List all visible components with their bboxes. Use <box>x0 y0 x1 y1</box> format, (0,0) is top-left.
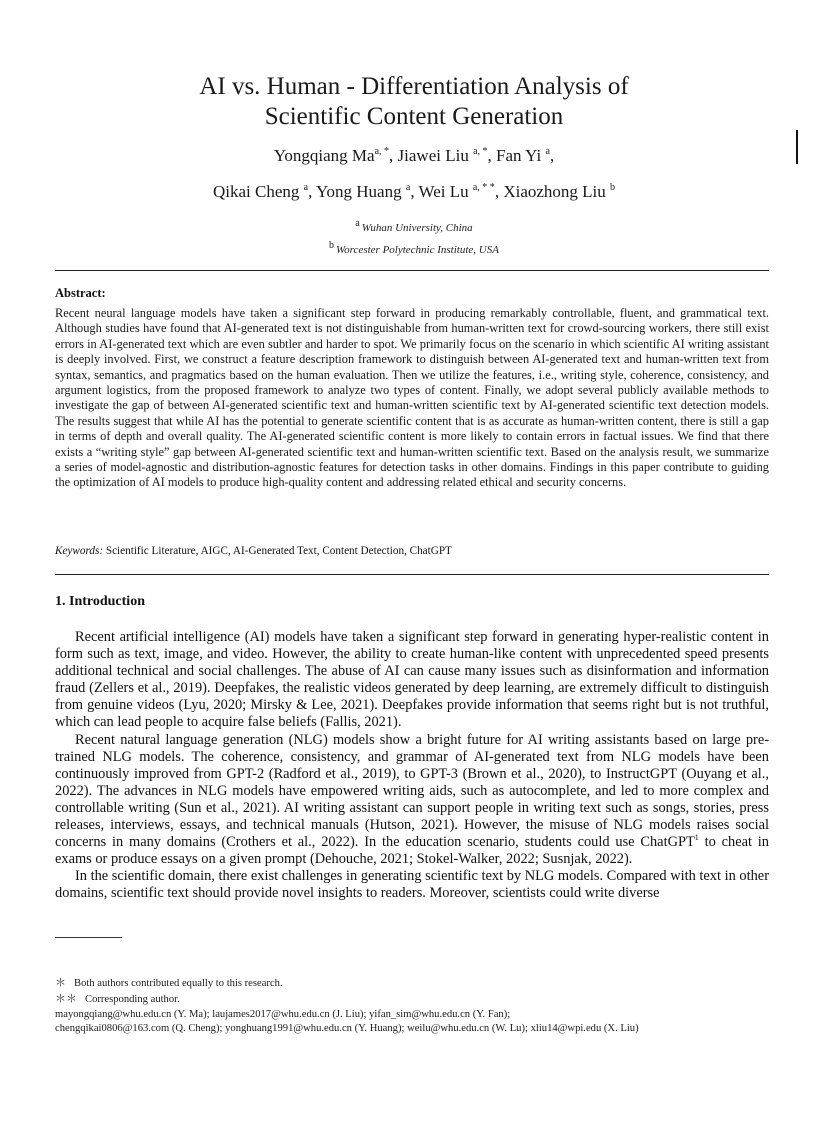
author-name: Yong Huang <box>315 182 402 201</box>
author-name: Wei Lu <box>418 182 469 201</box>
body-paragraph-3: In the scientific domain, there exist challenges in generating scientific text by NLG models. Compared with text in other domains, scientific text should provide novel insights to readers. Moreover, scientists could write diverse <box>55 868 769 902</box>
authors-line-2: Qikai Cheng $^a$, Yong Huang $^a$, Wei Lu $^{a, * *}$, Xiaozhong Liu $^b$ <box>212 182 616 201</box>
footnote-text: Corresponding author. <box>85 994 180 1005</box>
author-name: Qikai Cheng <box>212 182 300 201</box>
footnote-ref[interactable]: 1 <box>694 833 699 843</box>
section-heading: 1. Introduction <box>55 594 145 609</box>
paper-title-line-1: AI vs. Human - Differentiation Analysis of <box>199 73 629 100</box>
footnote-equal-contribution <box>55 977 283 990</box>
abstract-bottom-rule <box>55 574 769 575</box>
affiliation-b <box>0 240 828 256</box>
footnote-emails-1 <box>55 1008 510 1021</box>
author-name: Jiawei Liu <box>397 146 469 165</box>
affiliation-name: Worcester Polytechnic Institute, USA <box>336 244 499 256</box>
author-name: Yongqiang Ma <box>273 146 375 165</box>
footnote-text: mayongqiang@whu.edu.cn (Y. Ma); laujames2017@whu.edu.cn (J. Liu); yifan_sim@whu.edu.cn (Y. Fan); <box>55 1009 511 1020</box>
footnote-emails-2 <box>55 1022 639 1035</box>
author-affil-mark: a <box>405 182 411 193</box>
footnote-text: chengqikai0806@163.com (Q. Cheng); yonghuang1991@whu.edu.cn (Y. Huang); weilu@whu.edu.cn (W. Lu); xliu14@wpi.edu (X. Liu) <box>55 1023 639 1034</box>
author-affil-mark: a <box>303 182 309 193</box>
abstract-text: Recent neural language models have taken a significant step forward in producing remarkably controllable, fluent, and grammatical text. Although studies have found that AI-generated text is not distinguishable from human-written text for crowd-sourcing workers, there still exist errors in AI-generated text which are even subtler and harder to spot. We primarily focus on the scenario in which scientific AI writing assistant is deeply involved. First, we construct a feature description framework to distinguish between AI-generated text and human-written text from syntax, semantics, and pragmatics based on the human evaluation. Then we utilize the features, i.e., writing style, coherence, consistency, and argument logistics, from the proposed framework to analyze two types of content. Finally, we adopt several publicly available methods to investigate the gap of between AI-generated scientific text and human-written scientific text by AI-generated scientific text detection models. The results suggest that while AI has the potential to generate scientific content that is as accurate as human-written content, there is still a gap in terms of depth and overall quality. The AI-generated scientific content is more likely to contain errors in factual issues. We find that there exists a “writing style” gap between AI-generated scientific text and human-written scientific text. Based on the analysis result, we summarize a series of model-agnostic and distribution-agnostic features for detection tasks in other domains. Findings in this paper contribute to guiding the optimization of AI models to produce high-quality content and addressing related ethical and security concerns. <box>55 306 769 490</box>
footnote-star: ＊＊ <box>55 993 77 1005</box>
author-name: Fan Yi <box>496 146 542 165</box>
margin-change-bar <box>796 130 798 164</box>
author-affil-mark: b <box>610 182 616 193</box>
abstract-heading: Abstract: <box>55 286 106 300</box>
footnote-text: Both authors contributed equally to this research. <box>74 978 283 989</box>
body-paragraph-2 <box>55 732 769 869</box>
author-affil-mark: a <box>545 146 550 157</box>
section-body <box>55 629 769 903</box>
affiliation-mark: b <box>329 240 335 251</box>
affiliation-name: Wuhan University, China <box>361 222 473 234</box>
body-paragraph-1: Recent artificial intelligence (AI) models have taken a significant step forward in generating hyper-realistic content in form such as text, image, and video. However, the ability to create human-like content with unprecedented speed presents additional technical and social challenges. The abuse of AI can cause many issues such as disinformation and information fraud (Zellers et al., 2019). Deepfakes, the realistic videos generated by deep learning, are extremely difficult to distinguish from genuine videos (Lyu, 2020; Mirsky & Lee, 2021). Deepfakes provide information that seems right but is not truthful, which can lead people to acquire false beliefs (Fallis, 2021). <box>55 629 769 731</box>
affiliation-mark: a <box>355 218 360 229</box>
author-affil-mark: a, * * <box>472 182 495 193</box>
footnote-star: ＊ <box>55 977 66 989</box>
header-rule <box>55 270 769 271</box>
author-affil-mark: a, * <box>473 146 488 157</box>
keywords-list: Scientific Literature, AIGC, AI-Generated Text, Content Detection, ChatGPT <box>105 545 452 557</box>
paper-title-line-2: Scientific Content Generation <box>264 103 564 130</box>
author-name: Xiaozhong Liu <box>503 182 606 201</box>
affiliation-a <box>0 218 828 234</box>
footnote-rule <box>55 937 122 938</box>
keywords-label: Keywords: <box>55 545 104 557</box>
author-affil-mark: a, * <box>374 146 390 157</box>
authors-line-1: Yongqiang $Ma^{a, *}$, Jiawei Liu $^{a, *}$, Fan Yi $^a$, <box>273 146 555 165</box>
keywords <box>55 545 452 557</box>
paper-title <box>0 72 828 132</box>
paragraph-text: Recent natural language generation (NLG) models show a bright future for AI writing assistants based on large pre-trained NLG models. The coherence, consistency, and grammar of AI-generated text from NLG models have been continuously improved from GPT-2 (Radford et al., 2019), to GPT-3 (Brown et al., 2020), to InstructGPT (Ouyang et al., 2022). The advances in NLG models have empowered writing aids, such as autocomplete, and led to more complex and controllable writing (Sun et al., 2021). AI writing assistant can support people in writing text such as songs, stories, press releases, interviews, essays, and technical manuals (Hutson, 2021). However, the misuse of NLG models raises social concerns in many domains (Crothers et al., 2022). In the education scenario, students could use ChatGPT <box>55 731 769 851</box>
footnote-corresponding <box>55 993 180 1006</box>
paragraph-text: to cheat in exams or produce essays on a given prompt (Dehouche, 2021; Stokel-Walker, 2022; Susnjak, 2022). <box>55 834 769 868</box>
